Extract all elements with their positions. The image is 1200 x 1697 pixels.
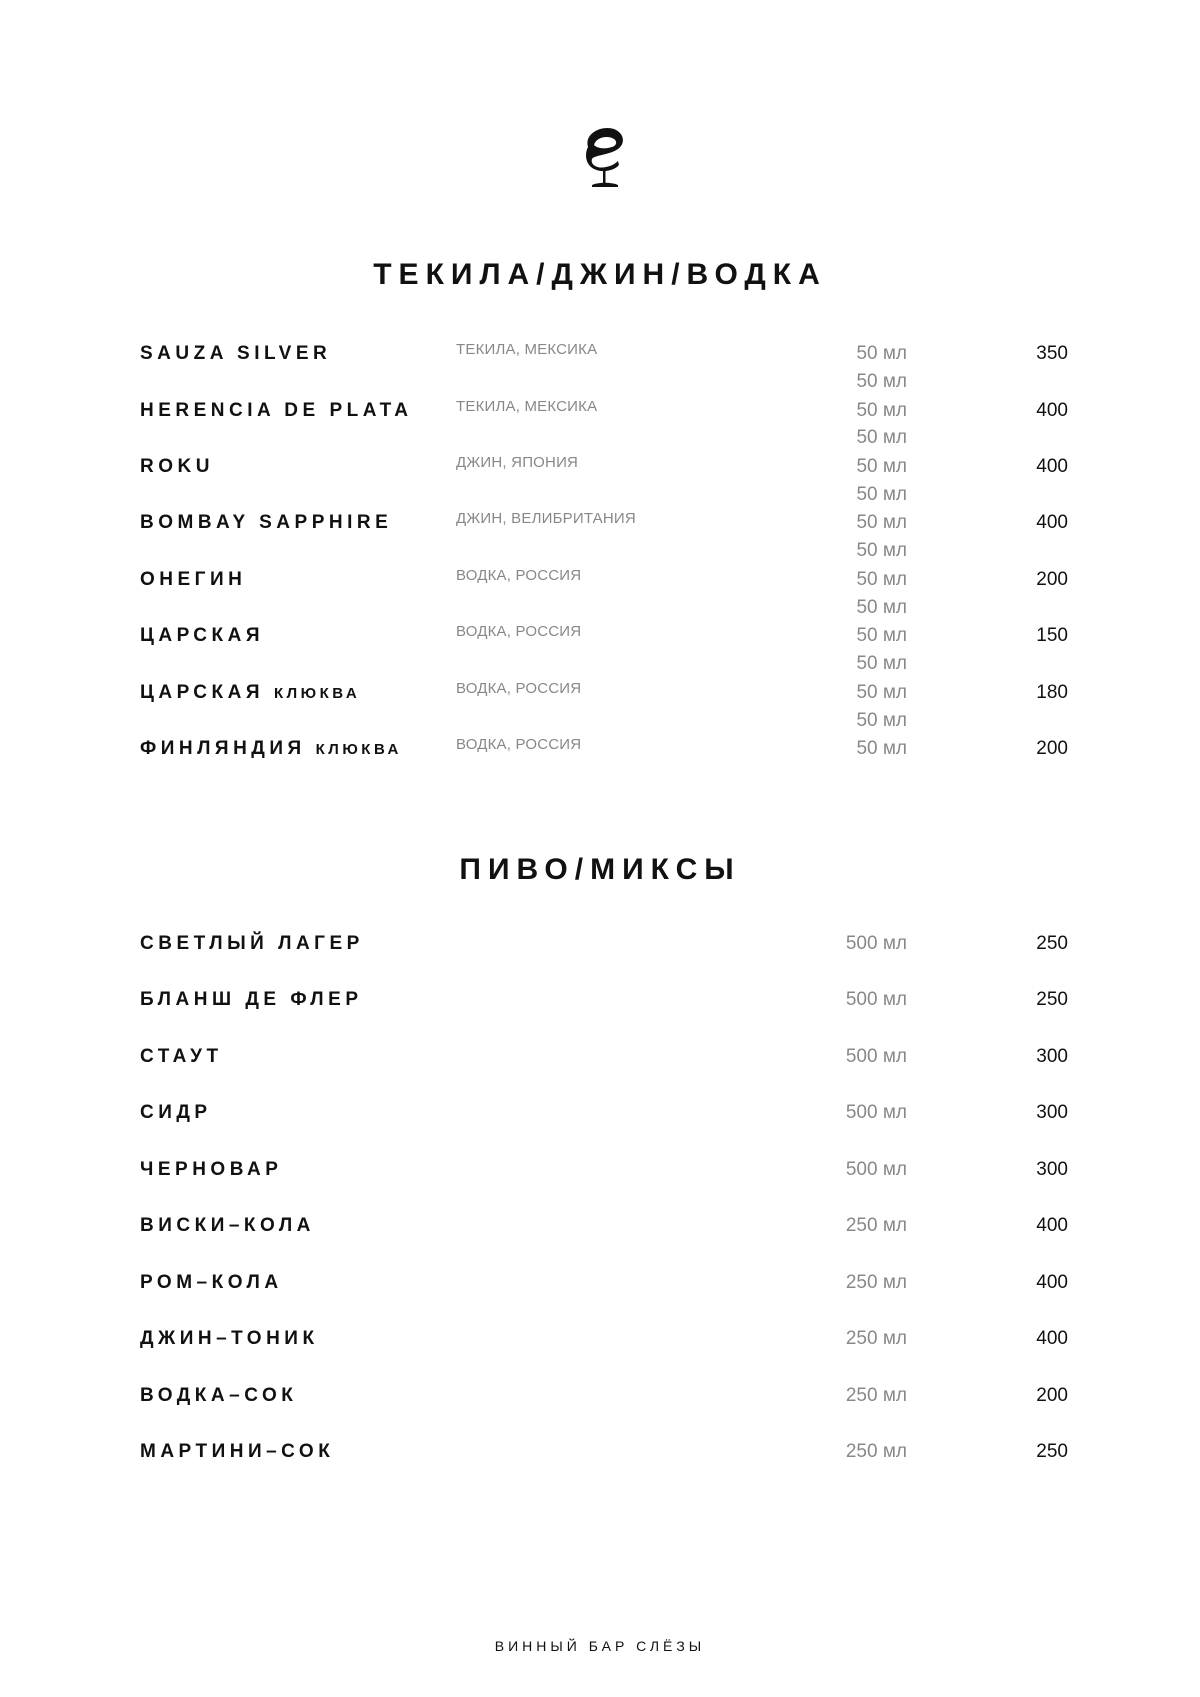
item-name: СВЕТЛЫЙ ЛАГЕР: [140, 933, 364, 954]
item-price: 400: [1036, 456, 1068, 477]
item-description: ДЖИН, ВЕЛИБРИТАНИЯ: [456, 510, 636, 527]
item-name: HERENCIA DE PLATA: [140, 400, 413, 421]
item-name: РОМ–КОЛА: [140, 1272, 283, 1293]
item-description: ТЕКИЛА, МЕКСИКА: [456, 341, 598, 358]
section-title-beer-mixes: ПИВО/МИКСЫ: [459, 853, 741, 886]
item-name: ЦАРСКАЯ: [140, 625, 264, 646]
item-name: СИДР: [140, 1102, 212, 1123]
item-price: 250: [1036, 933, 1068, 954]
section-title-spirits: ТЕКИЛА/ДЖИН/ВОДКА: [373, 258, 827, 291]
extra-volume: 50 мл: [856, 597, 907, 618]
item-price: 350: [1036, 343, 1068, 364]
menu-item: [0, 343, 1200, 373]
item-name: ROKU: [140, 456, 214, 477]
item-volume: 50 мл: [856, 400, 907, 421]
item-name: ФИНЛЯНДИЯ КЛЮКВА: [140, 738, 402, 759]
menu-item: [0, 989, 1200, 1019]
item-price: 150: [1036, 625, 1068, 646]
extra-volume: 50 мл: [856, 427, 907, 448]
item-name: SAUZA SILVER: [140, 343, 332, 364]
item-price: 400: [1036, 1215, 1068, 1236]
item-subname: КЛЮКВА: [274, 685, 361, 702]
menu-item: [0, 738, 1200, 768]
item-price: 250: [1036, 1441, 1068, 1462]
item-description: ВОДКА, РОССИЯ: [456, 567, 582, 584]
item-name: БЛАНШ ДЕ ФЛЕР: [140, 989, 363, 1010]
menu-item: [0, 400, 1200, 430]
item-name: МАРТИНИ–СОК: [140, 1441, 335, 1462]
menu-item: [0, 1385, 1200, 1415]
item-volume: 500 мл: [845, 989, 907, 1010]
item-volume: 50 мл: [856, 512, 907, 533]
item-name: ВОДКА–СОК: [140, 1385, 298, 1406]
item-price: 200: [1036, 1385, 1068, 1406]
extra-volume: 50 мл: [856, 371, 907, 392]
item-volume: 250 мл: [845, 1328, 907, 1349]
menu-item: [0, 1102, 1200, 1132]
item-price: 400: [1036, 512, 1068, 533]
item-price: 200: [1036, 738, 1068, 759]
menu-item: [0, 1215, 1200, 1245]
item-volume: 250 мл: [845, 1441, 907, 1462]
item-description: ВОДКА, РОССИЯ: [456, 680, 582, 697]
item-volume: 50 мл: [856, 456, 907, 477]
menu-item: [0, 1159, 1200, 1189]
item-volume: 50 мл: [856, 569, 907, 590]
item-volume: 250 мл: [845, 1385, 907, 1406]
item-price: 400: [1036, 1272, 1068, 1293]
menu-item: [0, 625, 1200, 655]
item-price: 300: [1036, 1102, 1068, 1123]
item-name: СТАУТ: [140, 1046, 223, 1067]
item-price: 300: [1036, 1046, 1068, 1067]
item-description: ВОДКА, РОССИЯ: [456, 623, 582, 640]
item-volume: 500 мл: [845, 1159, 907, 1180]
item-volume: 50 мл: [856, 343, 907, 364]
item-price: 400: [1036, 400, 1068, 421]
item-volume: 500 мл: [845, 1102, 907, 1123]
item-volume: 250 мл: [845, 1272, 907, 1293]
item-name: ЧЕРНОВАР: [140, 1159, 283, 1180]
menu-item: [0, 1046, 1200, 1076]
item-name: ОНЕГИН: [140, 569, 247, 590]
item-description: ВОДКА, РОССИЯ: [456, 736, 582, 753]
item-price: 200: [1036, 569, 1068, 590]
extra-volume: 50 мл: [856, 710, 907, 731]
footer-bar-name: ВИННЫЙ БАР СЛЁЗЫ: [494, 1638, 706, 1654]
item-volume: 500 мл: [845, 933, 907, 954]
menu-item: [0, 1272, 1200, 1302]
item-name: BOMBAY SAPPHIRE: [140, 512, 393, 533]
item-volume: 500 мл: [845, 1046, 907, 1067]
menu-item: [0, 512, 1200, 542]
item-name: ВИСКИ–КОЛА: [140, 1215, 315, 1236]
item-price: 250: [1036, 989, 1068, 1010]
menu-item: [0, 456, 1200, 486]
item-volume: 50 мл: [856, 738, 907, 759]
item-name: ЦАРСКАЯ КЛЮКВА: [140, 682, 361, 703]
menu-item: [0, 1328, 1200, 1358]
extra-volume: 50 мл: [856, 540, 907, 561]
menu-item: [0, 682, 1200, 712]
item-volume: 50 мл: [856, 682, 907, 703]
item-description: ТЕКИЛА, МЕКСИКА: [456, 398, 598, 415]
menu-item: [0, 569, 1200, 599]
menu-item: [0, 933, 1200, 963]
item-price: 400: [1036, 1328, 1068, 1349]
item-volume: 50 мл: [856, 625, 907, 646]
menu-item: [0, 1441, 1200, 1471]
item-price: 180: [1036, 682, 1068, 703]
item-description: ДЖИН, ЯПОНИЯ: [456, 454, 579, 471]
item-volume: 250 мл: [845, 1215, 907, 1236]
wine-glass-logo-icon: [580, 125, 630, 189]
item-price: 300: [1036, 1159, 1068, 1180]
extra-volume: 50 мл: [856, 653, 907, 674]
item-name: ДЖИН–ТОНИК: [140, 1328, 319, 1349]
item-subname: КЛЮКВА: [315, 741, 402, 758]
extra-volume: 50 мл: [856, 484, 907, 505]
